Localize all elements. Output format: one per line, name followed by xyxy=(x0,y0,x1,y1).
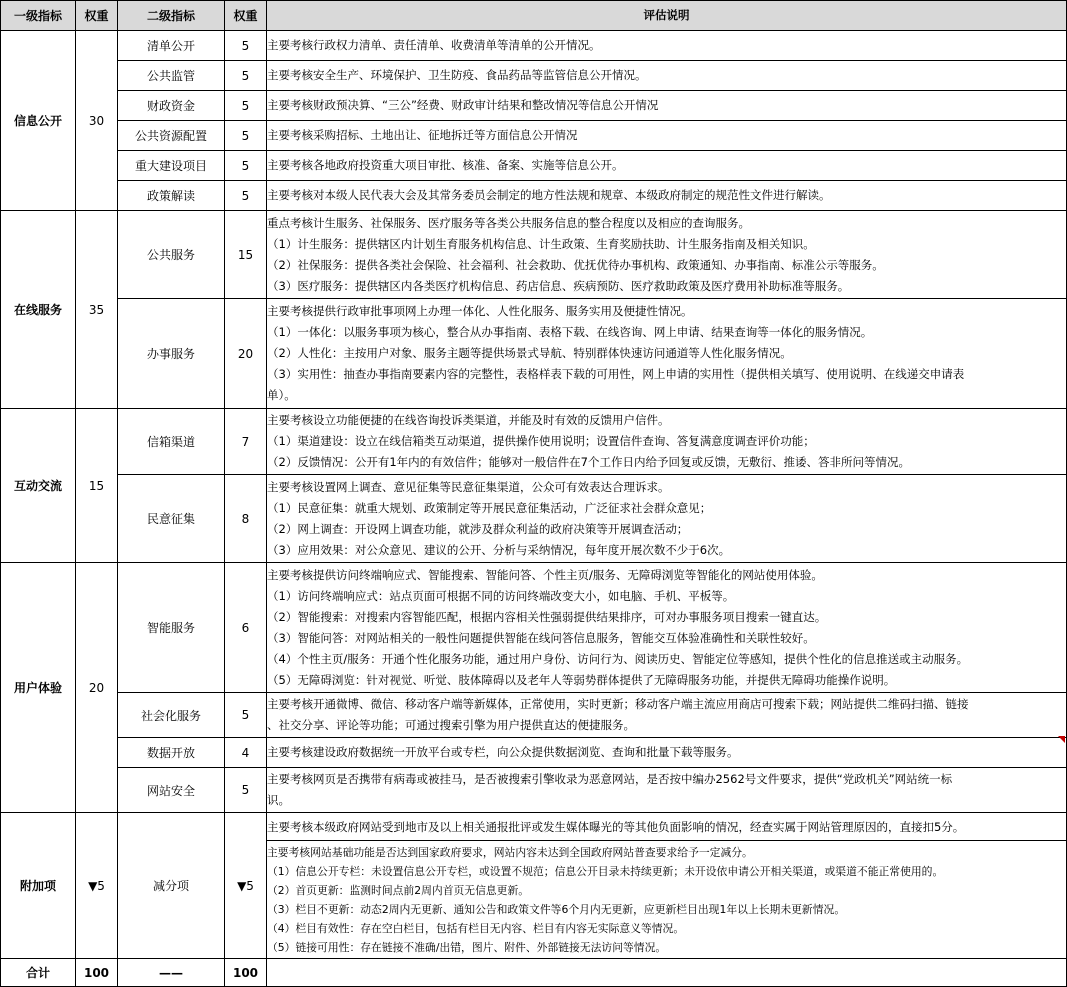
total-weight2: 100 xyxy=(225,959,267,987)
sub-name: 重大建设项目 xyxy=(118,151,225,181)
sub-weight: 7 xyxy=(225,409,267,475)
desc-line: （4）栏目有效性：存在空白栏目，包括有栏目无内容、栏目有内容无实际意义等情况。 xyxy=(267,921,685,935)
desc-line: （5）无障碍浏览：针对视觉、听觉、肢体障碍以及老年人等弱势群体提供了无障碍服务功能，并提供无障碍功能操作说明。 xyxy=(267,672,896,687)
table-row xyxy=(1,563,1067,693)
desc-line: 主要考核建设政府数据统一开放平台或专栏，向公众提供数据浏览、查询和批量下载等服务。 xyxy=(267,745,739,759)
header-level1: 一级指标 xyxy=(1,1,76,31)
sub-name: 公共服务 xyxy=(118,211,225,299)
desc-line: 主要考核各地政府投资重大项目审批、核准、备案、实施等信息公开。 xyxy=(267,158,624,172)
table-row xyxy=(1,211,1067,299)
table-row xyxy=(1,91,1067,121)
group-name-online: 在线服务 xyxy=(1,211,76,409)
sub-name: 清单公开 xyxy=(118,31,225,61)
desc-line: （3）应用效果：对公众意见、建议的公开、分析与采纳情况，每年度开展次数不少于6次。 xyxy=(267,542,731,557)
sub-desc xyxy=(267,738,1067,768)
desc-line: （1）访问终端响应式：站点页面可根据不同的访问终端改变大小，如电脑、手机、平板等。 xyxy=(267,588,735,603)
sub-name-extra: 减分项 xyxy=(118,813,225,959)
table-row xyxy=(1,151,1067,181)
sub-weight: 8 xyxy=(225,475,267,563)
desc-line: （2）社保服务：提供各类社会保险、社会福利、社会救助、优抚优待办事机构、政策通知、办事指南、标准公示等服务。 xyxy=(267,257,884,272)
table-row xyxy=(1,121,1067,151)
desc-line: （2）人性化：主按用户对象、服务主题等提供场景式导航、特别群体快速访问通道等人性化服务情况。 xyxy=(267,346,792,360)
desc-line: 主要考核开通微博、微信、移动客户端等新媒体，正常使用，实时更新；移动客户端主流应用商店可搜索下载；网站提供二维码扫描、链接 xyxy=(267,697,969,711)
sub-weight: 5 xyxy=(225,61,267,91)
desc-line: （1）民意征集：就重大规划、政策制定等开展民意征集活动，广泛征求社会群众意见； xyxy=(267,500,712,515)
sub-name: 网站安全 xyxy=(118,768,225,813)
table-row xyxy=(1,31,1067,61)
table-row xyxy=(1,181,1067,211)
sub-desc xyxy=(267,693,1067,738)
sub-name: 民意征集 xyxy=(118,475,225,563)
sub-desc-extra-first xyxy=(267,813,1067,841)
total-label: 合计 xyxy=(1,959,76,987)
sub-weight: 20 xyxy=(225,299,267,409)
header-row xyxy=(1,1,1067,31)
sub-desc xyxy=(267,768,1067,813)
sub-weight: 5 xyxy=(225,151,267,181)
group-weight-ux: 20 xyxy=(76,563,118,813)
sub-desc xyxy=(267,211,1067,299)
table-row xyxy=(1,475,1067,563)
table-row xyxy=(1,738,1067,768)
desc-line: （2）首页更新：监测时间点前2周内首页无信息更新。 xyxy=(267,883,530,897)
desc-line: （2）网上调查：开设网上调查功能，就涉及群众利益的政府决策等开展调查活动； xyxy=(267,521,689,536)
desc-line: 主要考核网页是否携带有病毒或被挂马，是否被搜索引擎收录为恶意网站，是否按中编办2562号文件要求，提供“党政机关”网站统一标 xyxy=(267,772,953,786)
desc-line: 主要考核提供访问终端响应式、智能搜索、智能问答、个性主页/服务、无障碍浏览等智能化的网站使用体验。 xyxy=(267,567,823,582)
header-level2: 二级指标 xyxy=(118,1,225,31)
sub-weight: 5 xyxy=(225,693,267,738)
total-weight1: 100 xyxy=(76,959,118,987)
sub-desc xyxy=(267,31,1067,61)
total-desc xyxy=(267,959,1067,987)
sub-weight: 5 xyxy=(225,121,267,151)
desc-line: （1）一体化：以服务事项为核心，整合从办事指南、表格下载、在线咨询、网上申请、结果查询等一体化的服务情况。 xyxy=(267,325,873,339)
sub-weight: 15 xyxy=(225,211,267,299)
sub-desc xyxy=(267,91,1067,121)
sub-name: 办事服务 xyxy=(118,299,225,409)
desc-line: 主要考核安全生产、环境保护、卫生防疫、食品药品等监管信息公开情况。 xyxy=(267,68,647,82)
sub-weight: 5 xyxy=(225,31,267,61)
sub-name: 智能服务 xyxy=(118,563,225,693)
desc-line: 主要考核财政预决算、“三公”经费、财政审计结果和整改情况等信息公开情况 xyxy=(267,98,659,112)
sub-weight: 5 xyxy=(225,181,267,211)
desc-line: （1）渠道建设：设立在线信箱类互动渠道，提供操作使用说明；设置信件查询、答复满意度调查评价功能； xyxy=(267,434,815,448)
sub-name: 社会化服务 xyxy=(118,693,225,738)
desc-line: 主要考核提供行政审批事项网上办理一体化、人性化服务、服务实用及便捷性情况。 xyxy=(267,304,693,318)
table-row xyxy=(1,409,1067,475)
desc-line: （3）智能问答：对网站相关的一般性问题提供智能在线问答信息服务，智能交互体验准确性和关联性较好。 xyxy=(267,630,815,645)
desc-line: 重点考核计生服务、社保服务、医疗服务等各类公共服务信息的整合程度以及相应的查询服务。 xyxy=(267,215,750,230)
group-weight-info: 30 xyxy=(76,31,118,211)
desc-line: （2）智能搜索：对搜索内容智能匹配，根据内容相关性强弱提供结果排序，可对办事服务项目搜索一键直达。 xyxy=(267,609,827,624)
header-weight2: 权重 xyxy=(225,1,267,31)
table-row xyxy=(1,693,1067,738)
desc-line: 识。 xyxy=(267,793,290,807)
sub-desc xyxy=(267,409,1067,475)
header-weight1: 权重 xyxy=(76,1,118,31)
desc-line: （4）个性主页/服务：开通个性化服务功能，通过用户身份、访问行为、阅读历史、智能定位等感知，提供个性化的信息推送或主动服务。 xyxy=(267,651,969,666)
sub-name: 数据开放 xyxy=(118,738,225,768)
sub-desc xyxy=(267,121,1067,151)
total-row xyxy=(1,959,1067,987)
group-weight-online: 35 xyxy=(76,211,118,409)
sub-desc xyxy=(267,61,1067,91)
sub-name: 公共资源配置 xyxy=(118,121,225,151)
group-weight-extra: ▼5 xyxy=(76,813,118,959)
desc-line: 主要考核对本级人民代表大会及其常务委员会制定的地方性法规和规章、本级政府制定的规范性文件进行解读。 xyxy=(267,188,831,202)
desc-line: （3）实用性：抽查办事指南要素内容的完整性，表格样表下载的可用性，网上申请的实用性（提供相关填写、使用说明、在线递交申请表 xyxy=(267,367,965,381)
sub-name: 公共监管 xyxy=(118,61,225,91)
desc-line: 主要考核网站基础功能是否达到国家政府要求，网站内容未达到全国政府网站普查要求给予一定减分。 xyxy=(267,845,753,859)
desc-line: （2）反馈情况：公开有1年内的有效信件；能够对一般信件在7个工作日内给予回复或反馈，无敷衍、推诿、答非所问等情况。 xyxy=(267,455,910,469)
table-row xyxy=(1,768,1067,813)
sub-desc xyxy=(267,475,1067,563)
desc-line: 、社交分享、评论等功能；可通过搜索引擎为用户提供直达的便捷服务。 xyxy=(267,718,635,732)
sub-name: 信箱渠道 xyxy=(118,409,225,475)
sub-name: 财政资金 xyxy=(118,91,225,121)
desc-line: 单）。 xyxy=(267,388,296,402)
table-row xyxy=(1,299,1067,409)
desc-line: （1）信息公开专栏：未设置信息公开专栏，或设置不规范；信息公开目录未持续更新；未开设依申请公开相关渠道，或渠道不能正常使用的。 xyxy=(267,864,944,878)
comment-indicator-icon xyxy=(1058,736,1065,743)
sub-desc-extra xyxy=(267,841,1067,959)
sub-weight: 4 xyxy=(225,738,267,768)
sub-weight: 5 xyxy=(225,91,267,121)
desc-line: 主要考核行政权力清单、责任清单、收费清单等清单的公开情况。 xyxy=(267,38,601,52)
sub-weight: 5 xyxy=(225,768,267,813)
sub-desc xyxy=(267,299,1067,409)
desc-line: （3）栏目不更新：动态2周内无更新、通知公告和政策文件等6个月内无更新，应更新栏目出现1年以上长期未更新情况。 xyxy=(267,902,846,916)
group-name-info: 信息公开 xyxy=(1,31,76,211)
sub-desc xyxy=(267,563,1067,693)
table-row xyxy=(1,61,1067,91)
desc-line: （3）医疗服务：提供辖区内各类医疗机构信息、药店信息、疾病预防、医疗救助政策及医疗费用补助标准等服务。 xyxy=(267,278,850,293)
group-name-interact: 互动交流 xyxy=(1,409,76,563)
sub-name: 政策解读 xyxy=(118,181,225,211)
desc-line: （5）链接可用性：存在链接不准确/出错，图片、附件、外部链接无法访问等情况。 xyxy=(267,940,667,954)
desc-line: （1）计生服务：提供辖区内计划生育服务机构信息、计生政策、生育奖励扶助、计生服务指南及相关知识。 xyxy=(267,236,815,251)
sub-weight-extra: ▼5 xyxy=(225,813,267,959)
sub-desc xyxy=(267,181,1067,211)
group-weight-interact: 15 xyxy=(76,409,118,563)
group-name-extra: 附加项 xyxy=(1,813,76,959)
desc-line: 主要考核采购招标、土地出让、征地拆迁等方面信息公开情况 xyxy=(267,128,578,142)
desc-line: 主要考核设置网上调查、意见征集等民意征集渠道，公众可有效表达合理诉求。 xyxy=(267,479,670,494)
desc-line: 主要考核设立功能便捷的在线咨询投诉类渠道，并能及时有效的反馈用户信件。 xyxy=(267,413,670,427)
header-desc: 评估说明 xyxy=(267,1,1067,31)
sub-desc xyxy=(267,151,1067,181)
table-row xyxy=(1,813,1067,841)
sub-weight: 6 xyxy=(225,563,267,693)
total-dash: —— xyxy=(118,959,225,987)
group-name-ux: 用户体验 xyxy=(1,563,76,813)
desc-line: 主要考核本级政府网站受到地市及以上相关通报批评或发生媒体曝光的等其他负面影响的情况，经查实属于网站管理原因的，直接扣5分。 xyxy=(267,819,965,834)
